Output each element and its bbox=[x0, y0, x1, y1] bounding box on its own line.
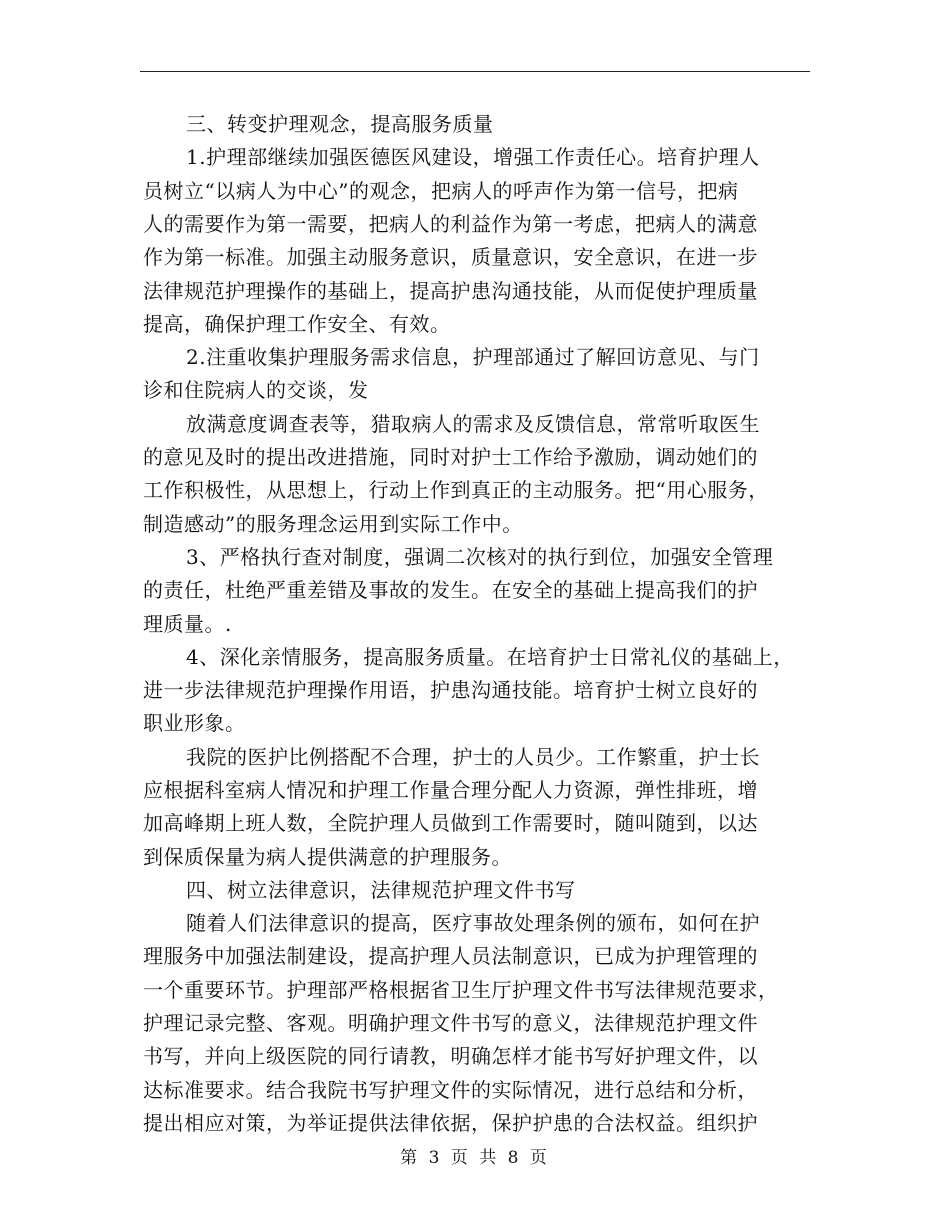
paragraph-line: 诊和住院病人的交谈，发 bbox=[143, 378, 369, 402]
paragraph-line: 制造感动”的服务理念运用到实际工作中。 bbox=[143, 512, 523, 536]
paragraph-line: 的责任，杜绝严重差错及事故的发生。在安全的基础上提高我们的护 bbox=[143, 578, 758, 602]
paragraph-line: 法律规范护理操作的基础上，提高护患沟通技能，从而促使护理质量 bbox=[143, 279, 758, 303]
paragraph-line: 我院的医护比例搭配不合理，护士的人员少。工作繁重，护士长 bbox=[186, 745, 760, 769]
section-heading: 三、转变护理观念，提高服务质量 bbox=[186, 112, 494, 136]
paragraph-line: 2.注重收集护理服务需求信息，护理部通过了解回访意见、与门 bbox=[186, 345, 760, 369]
paragraph-line: 护理记录完整、客观。明确护理文件书写的意义，法律规范护理文件 bbox=[143, 1011, 758, 1035]
paragraph-line: 加高峰期上班人数，全院护理人员做到工作需要时，随叫随到，以达 bbox=[143, 811, 758, 835]
paragraph-line: 作为第一标准。加强主动服务意识，质量意识，安全意识，在进一步 bbox=[143, 245, 758, 269]
paragraph-line: 4、深化亲情服务，提高服务质量。在培育护士日常礼仪的基础上， bbox=[186, 645, 794, 669]
paragraph-line: 随着人们法律意识的提高，医疗事故处理条例的颁布，如何在护 bbox=[186, 911, 760, 935]
paragraph-line: 进一步法律规范护理操作用语，护患沟通技能。培育护士树立良好的 bbox=[143, 678, 758, 702]
paragraph-line: 工作积极性，从思想上，行动上作到真正的主动服务。把“用心服务， bbox=[143, 478, 769, 502]
paragraph-line: 员树立“以病人为中心”的观念，把病人的呼声作为第一信号，把病 bbox=[143, 179, 739, 203]
paragraph-line: 达标准要求。结合我院书写护理文件的实际情况，进行总结和分析， bbox=[143, 1078, 758, 1102]
paragraph-line: 3、严格执行查对制度，强调二次核对的执行到位，加强安全管理 bbox=[186, 545, 774, 569]
paragraph-line: 放满意度调查表等，猎取病人的需求及反馈信息，常常听取医生 bbox=[186, 412, 760, 436]
paragraph-line: 理服务中加强法制建设，提高护理人员法制意识，已成为护理管理的 bbox=[143, 944, 758, 968]
page-number-footer: 第 3 页 共 8 页 bbox=[400, 1148, 550, 1168]
paragraph-line: 到保质保量为病人提供满意的护理服务。 bbox=[143, 845, 512, 869]
paragraph-line: 理质量。. bbox=[143, 612, 232, 636]
paragraph-line: 书写，并向上级医院的同行请教，明确怎样才能书写好护理文件，以 bbox=[143, 1044, 758, 1068]
paragraph-line: 1.护理部继续加强医德医风建设，增强工作责任心。培育护理人 bbox=[186, 145, 760, 169]
paragraph-line: 的意见及时的提出改进措施，同时对护士工作给予激励，调动她们的 bbox=[143, 445, 758, 469]
paragraph-line: 职业形象。 bbox=[143, 711, 246, 735]
paragraph-line: 提高，确保护理工作安全、有效。 bbox=[143, 312, 451, 336]
paragraph-line: 提出相应对策，为举证提供法律依据，保护护患的合法权益。组织护 bbox=[143, 1111, 758, 1135]
section-heading: 四、树立法律意识，法律规范护理文件书写 bbox=[186, 878, 576, 902]
paragraph-line: 应根据科室病人情况和护理工作量合理分配人力资源，弹性排班，增 bbox=[143, 778, 758, 802]
paragraph-line: 一个重要环节。护理部严格根据省卫生厅护理文件书写法律规范要求， bbox=[143, 978, 779, 1002]
paragraph-line: 人的需要作为第一需要，把病人的利益作为第一考虑，把病人的满意 bbox=[143, 212, 758, 236]
